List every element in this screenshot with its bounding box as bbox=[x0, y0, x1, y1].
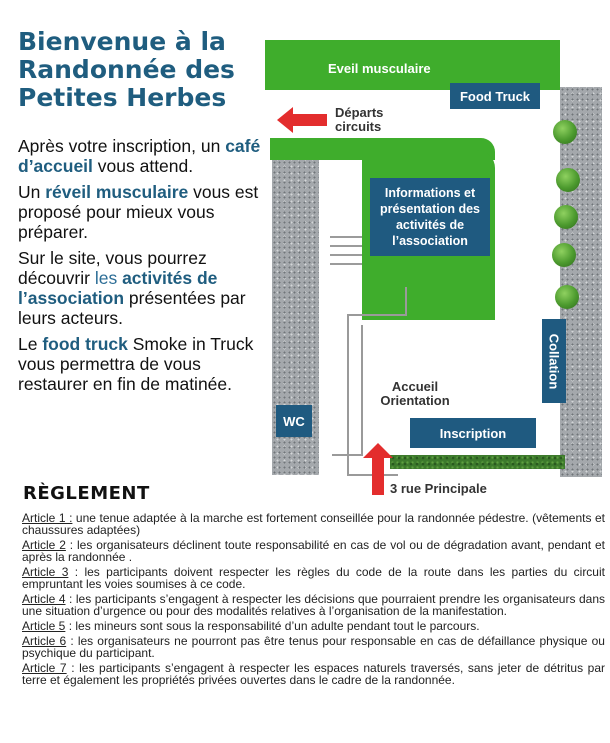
intro-text-segment: Smoke in Truck vous permettra de vous restaurer en fin de matinée. bbox=[18, 334, 254, 394]
article-7 bbox=[22, 662, 605, 686]
eveil-musculaire-label: Eveil musculaire bbox=[328, 61, 431, 76]
reglement-list bbox=[22, 512, 605, 689]
inscription-label: Inscription bbox=[410, 418, 536, 448]
reglement-title: RÈGLEMENT bbox=[23, 483, 150, 504]
site-map bbox=[260, 35, 605, 505]
wc-label: WC bbox=[276, 405, 312, 437]
page-title: Bienvenue à la Randonnée des Petites Herbes bbox=[18, 27, 235, 112]
intro-paragraph-activites bbox=[18, 248, 268, 328]
food-truck-label: Food Truck bbox=[450, 83, 540, 109]
collation-label bbox=[542, 319, 566, 403]
article-text: : les organisateurs déclinent toute responsabilité en cas de vol ou de dégradation avant, pendant et après la randonnée . bbox=[22, 538, 605, 564]
info-activites-label: Informations et présentation des activités de l’association bbox=[370, 178, 490, 256]
article-text: une tenue adaptée à la marche est fortement conseillée pour la randonnée pédestre. (vêtements et chaussures adaptées) bbox=[22, 511, 605, 537]
article-label: Article 4 bbox=[22, 592, 66, 606]
article-3 bbox=[22, 566, 605, 590]
intro-text-segment: vous est proposé pour mieux vous préparer. bbox=[18, 182, 259, 242]
article-label: Article 7 bbox=[22, 661, 67, 675]
intro-paragraph-cafe bbox=[18, 136, 268, 176]
article-label: Article 6 bbox=[22, 634, 67, 648]
article-4 bbox=[22, 593, 605, 617]
intro-paragraph-reveil bbox=[18, 182, 268, 242]
intro-paragraph-foodtruck bbox=[18, 334, 268, 394]
highlight-reveil: réveil musculaire bbox=[45, 182, 189, 202]
article-text: : les mineurs sont sous la responsabilité d’un adulte pendant tout le parcours. bbox=[65, 619, 480, 633]
collation-text: Collation bbox=[546, 333, 562, 389]
intro-text bbox=[18, 136, 268, 400]
article-text: : les organisateurs ne pourront pas être tenus pour responsable en cas de défaillance physique ou psychique du participant. bbox=[22, 634, 605, 660]
intro-text-segment: Après votre inscription, un bbox=[18, 136, 226, 156]
entrance-address-label: 3 rue Principale bbox=[390, 481, 487, 496]
highlight-les: les bbox=[94, 268, 123, 288]
article-6 bbox=[22, 635, 605, 659]
intro-text-segment: Un bbox=[18, 182, 46, 202]
article-label: Article 5 bbox=[22, 619, 66, 633]
accueil-orientation-label: Accueil Orientation bbox=[380, 379, 450, 408]
article-5 bbox=[22, 620, 605, 632]
intro-text-segment: Le bbox=[18, 334, 43, 354]
article-2 bbox=[22, 539, 605, 563]
article-label: Article 2 bbox=[22, 538, 66, 552]
entrance-arrow-icon bbox=[363, 443, 393, 495]
article-1 bbox=[22, 512, 605, 536]
intro-text-segment: Sur le site, vous pourrez découvrir bbox=[18, 248, 207, 288]
intro-text-segment: présentées par leurs acteurs. bbox=[18, 288, 246, 328]
highlight-cafe: café d’accueil bbox=[18, 136, 261, 176]
intro-text-segment: vous attend. bbox=[92, 156, 194, 176]
departs-label: Départs circuits bbox=[335, 105, 384, 134]
hedge bbox=[390, 455, 565, 469]
article-label: Article 1 : bbox=[22, 511, 73, 525]
highlight-food-truck: food truck bbox=[42, 334, 128, 354]
article-text: : les participants s’engagent à respecter les décisions que pourraient prendre les organisateurs dans une situation d’urgence ou pour des modalités relatives à l’organisation de la manifestation. bbox=[22, 592, 605, 618]
article-label: Article 3 bbox=[22, 565, 69, 579]
highlight-activites: activités de l’association bbox=[18, 268, 218, 308]
article-text: : les participants doivent respecter les règles du code de la route dans les parties du circuit empruntant les voies soumises à ce code. bbox=[22, 565, 605, 591]
article-text: : les participants s’engagent à respecter les espaces naturels traversés, sans jeter de détritus par terre et également les propriétés privées ouvertes dans le cadre de la randonnée. bbox=[22, 661, 605, 687]
